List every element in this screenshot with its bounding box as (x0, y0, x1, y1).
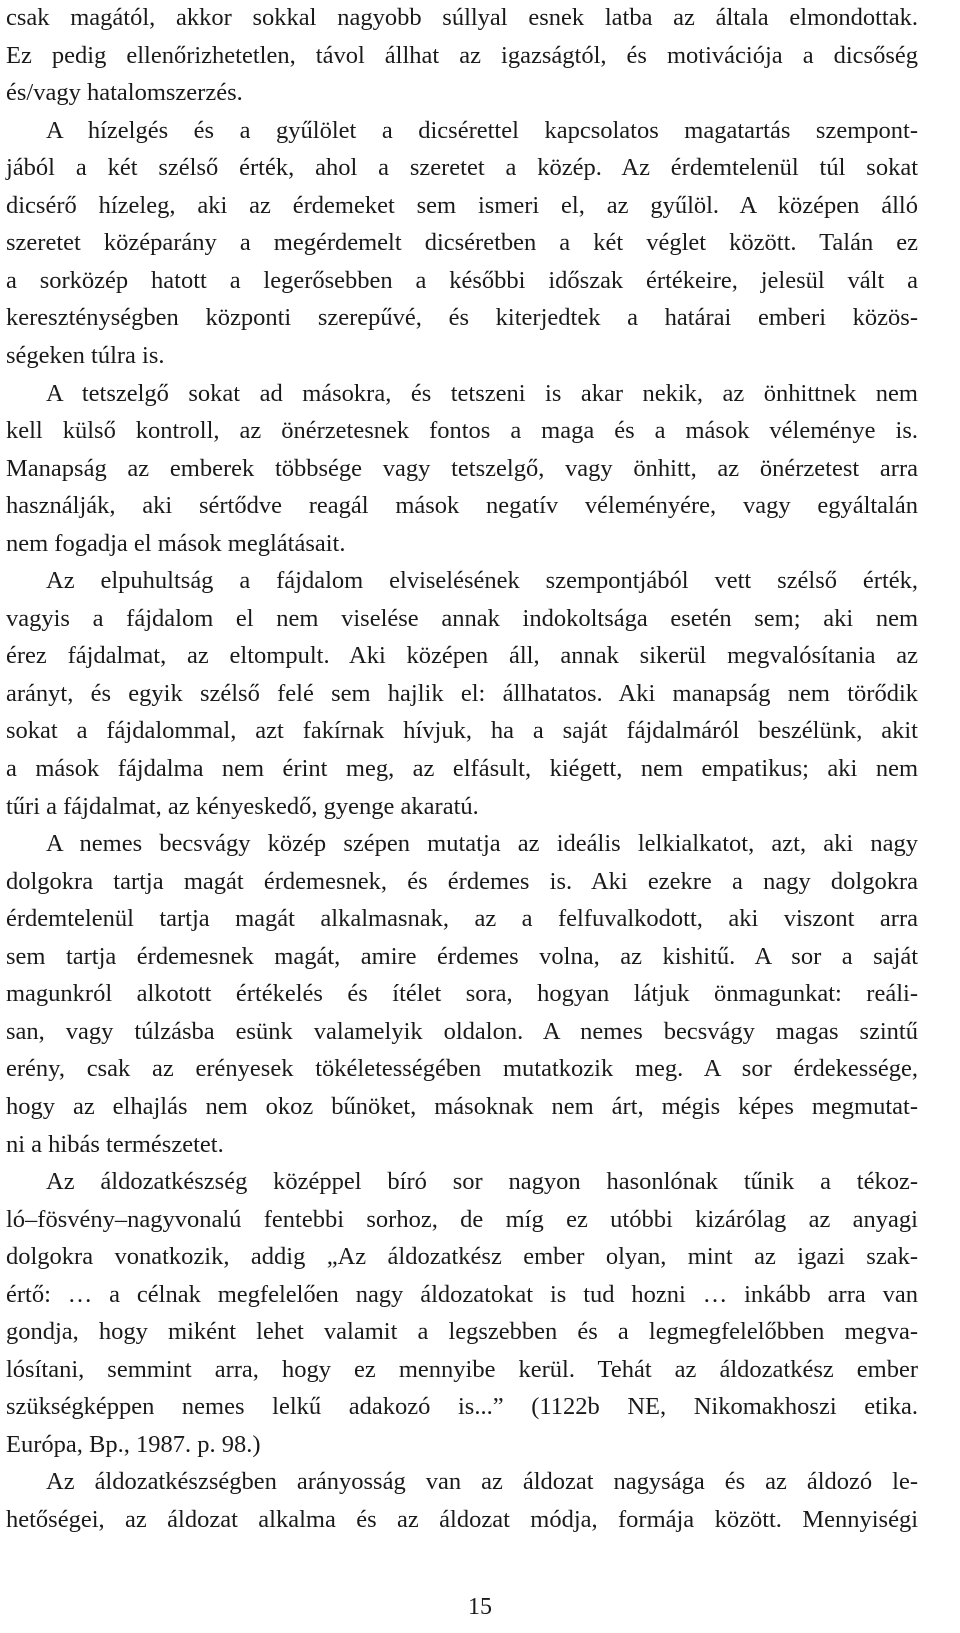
text-line: Az áldozatkészség középpel bíró sor nagyon hasonlónak tűnik a tékoz- (46, 1168, 918, 1196)
text-line: tűri a fájdalmat, az kényeskedő, gyenge akaratú. (6, 792, 479, 820)
text-line: Az elpuhultság a fájdalom elviselésének szempontjából vett szélső érték, (46, 567, 918, 595)
text-line: hogy az elhajlás nem okoz bűnöket, másoknak nem árt, mégis képes megmutat- (6, 1092, 918, 1120)
text-line: lósítani, semmint arra, hogy ez mennyibe kerül. Tehát az áldozatkész ember (6, 1355, 918, 1383)
text-line: érdemtelenül tartja magát alkalmasnak, az a felfuvalkodott, aki viszont arra (6, 905, 918, 933)
text-line: szükségképpen nemes lelkű adakozó is...” (1122b NE, Nikomakhoszi etika. (6, 1393, 918, 1421)
text-line: és/vagy hatalomszerzés. (6, 79, 243, 107)
text-line: kell külső kontroll, az önérzetesnek fontos a maga és a mások véleménye is. (6, 417, 918, 445)
text-line: A hízelgés és a gyűlölet a dicsérettel kapcsolatos magatartás szempont- (46, 116, 918, 144)
text-line: a mások fájdalma nem érint meg, az elfásult, kiégett, nem empatikus; aki nem (6, 755, 918, 782)
text-line: csak magától, akkor sokkal nagyobb súllyal esnek latba az általa elmondottak. (6, 4, 918, 31)
text-line: dolgokra vonatkozik, addig „Az áldozatkész ember olyan, mint az igazi szak- (6, 1243, 918, 1271)
text-line: sokat a fájdalommal, azt fakírnak hívjuk, ha a saját fájdalmáról beszélünk, akit (6, 717, 918, 745)
text-line: A tetszelgő sokat ad másokra, és tetszeni is akar nekik, az önhittnek nem (46, 379, 918, 407)
text-line: nem fogadja el mások meglátásait. (6, 529, 346, 557)
text-line: értő: … a célnak megfelelően nagy áldozatokat is tud hozni … inkább arra van (6, 1280, 918, 1308)
page-number: 15 (468, 1594, 492, 1620)
text-line: érez fájdalmat, az eltompult. Aki középen áll, annak sikerül megvalósítania az (6, 642, 918, 670)
text-line: vagyis a fájdalom el nem viselése annak indokoltsága esetén sem; aki nem (6, 604, 918, 632)
text-line: magunkról alkotott értékelés és ítélet sora, hogyan látjuk önmagunkat: reáli- (6, 980, 918, 1008)
text-line: Manapság az emberek többsége vagy tetszelgő, vagy önhitt, az önérzetest arra (6, 454, 918, 482)
text-line: Európa, Bp., 1987. p. 98.) (6, 1430, 261, 1458)
text-line: hetőségei, az áldozat alkalma és az áldozat módja, formája között. Mennyiségi (6, 1506, 918, 1533)
text-line: A nemes becsvágy közép szépen mutatja az ideális lelkialkatot, azt, aki nagy (46, 830, 918, 858)
text-line: szeretet középarány a megérdemelt dicséretben a két véglet között. Talán ez (6, 229, 918, 257)
text-line: dicsérő hízeleg, aki az érdemeket sem ismeri el, az gyűlöl. A középen álló (6, 191, 918, 219)
text-line: gondja, hogy miként lehet valamit a legszebben és a legmegfelelőbben megva- (6, 1318, 918, 1346)
text-line: ni a hibás természetet. (6, 1130, 224, 1158)
text-line: Ez pedig ellenőrizhetetlen, távol állhat az igazságtól, és motivációja a dicsőség (6, 41, 918, 69)
text-line: erény, csak az erényesek tökéletességében mutatkozik meg. A sor érdekessége, (6, 1055, 918, 1083)
text-line: sem tartja érdemesnek magát, amire érdemes volna, az kishitű. A sor a saját (6, 942, 918, 970)
text-line: használják, aki sértődve reagál mások negatív véleményére, vagy egyáltalán (6, 492, 918, 520)
text-line: ségeken túlra is. (6, 341, 165, 369)
text-line: ló–fösvény–nagyvonalú fentebbi sorhoz, de míg ez utóbbi kizárólag az anyagi (6, 1205, 918, 1233)
text-line: san, vagy túlzásba esünk valamelyik oldalon. A nemes becsvágy magas szintű (6, 1017, 918, 1045)
text-line: jából a két szélső érték, ahol a szeretet a közép. Az érdemtelenül túl sokat (6, 154, 918, 182)
text-line: kereszténységben központi szerepűvé, és kiterjedtek a határai emberi közös- (6, 304, 918, 332)
text-line: dolgokra tartja magát érdemesnek, és érdemes is. Aki ezekre a nagy dolgokra (6, 867, 918, 895)
text-line: Az áldozatkészségben arányosság van az áldozat nagysága és az áldozó le- (46, 1468, 918, 1496)
text-line: a sorközép hatott a legerősebben a későbbi időszak értékeire, jelesül vált a (6, 266, 918, 294)
text-line: arányt, és egyik szélső felé sem hajlik el: állhatatos. Aki manapság nem törődik (6, 679, 918, 707)
